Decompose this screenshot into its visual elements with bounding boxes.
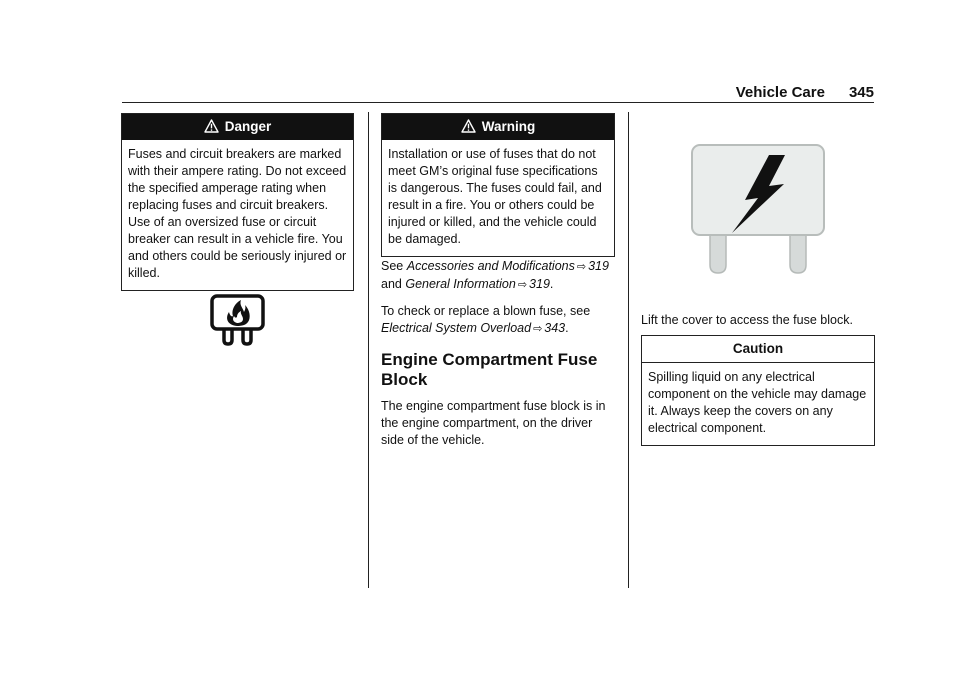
danger-title: Danger	[224, 119, 272, 134]
danger-header	[122, 114, 353, 140]
warning-text: Installation or use of fuses that do not meet GM’s original fuse specifications is dangerous. The fuses could fail, and result in a fire. You or others could be injured or killed, and the vehicle could be damaged.	[388, 147, 602, 246]
section-heading: Engine Compartment Fuse Block	[381, 350, 598, 389]
column-divider-1	[368, 112, 369, 588]
danger-box	[121, 113, 354, 291]
reference-arrow-icon: ⇨	[533, 323, 543, 335]
caution-box	[641, 335, 875, 446]
fuse-fire-icon	[209, 294, 267, 346]
section-text: The engine compartment fuse block is in the engine compartment, on the driver side of the vehicle.	[381, 399, 606, 447]
link-electrical-system-overload[interactable]: Electrical System Overload	[381, 321, 532, 335]
lift-cover-text: Lift the cover to access the fuse block.	[641, 313, 853, 327]
reference-arrow-icon: ⇨	[576, 261, 587, 273]
see-references: See Accessories and Modifications ⇨ 319 and General Information ⇨ 319.	[381, 259, 609, 291]
warning-title: Warning	[481, 119, 536, 134]
page-header	[736, 84, 874, 101]
caution-text: Spilling liquid on any electrical component on the vehicle may damage it. Always keep the covers on any electrical component.	[648, 370, 867, 435]
warning-triangle-icon	[204, 119, 219, 133]
warning-triangle-icon	[461, 119, 476, 133]
danger-text: Fuses and circuit breakers are marked with their ampere rating. Do not exceed the specified amperage rating when replacing fuses and circuit breakers. Use of an oversized fuse or circuit breaker can result in a vehicle fire. You and others could be seriously injured or killed.	[128, 147, 347, 280]
warning-header	[382, 114, 614, 140]
fuse-lightning-icon	[690, 143, 826, 275]
link-general-information[interactable]: General Information	[405, 277, 516, 291]
column-2-text	[381, 258, 617, 458]
section-title: Vehicle Care	[735, 84, 825, 101]
header-rule	[122, 102, 874, 103]
caution-title: Caution	[642, 336, 874, 363]
warning-box	[381, 113, 615, 257]
link-accessories-modifications[interactable]: Accessories and Modifications	[406, 259, 575, 273]
reference-arrow-icon: ⇨	[517, 279, 528, 291]
check-fuse-paragraph: To check or replace a blown fuse, see Electrical System Overload ⇨ 343.	[381, 304, 591, 335]
column-divider-2	[628, 112, 629, 588]
page-number: 345	[848, 84, 874, 101]
